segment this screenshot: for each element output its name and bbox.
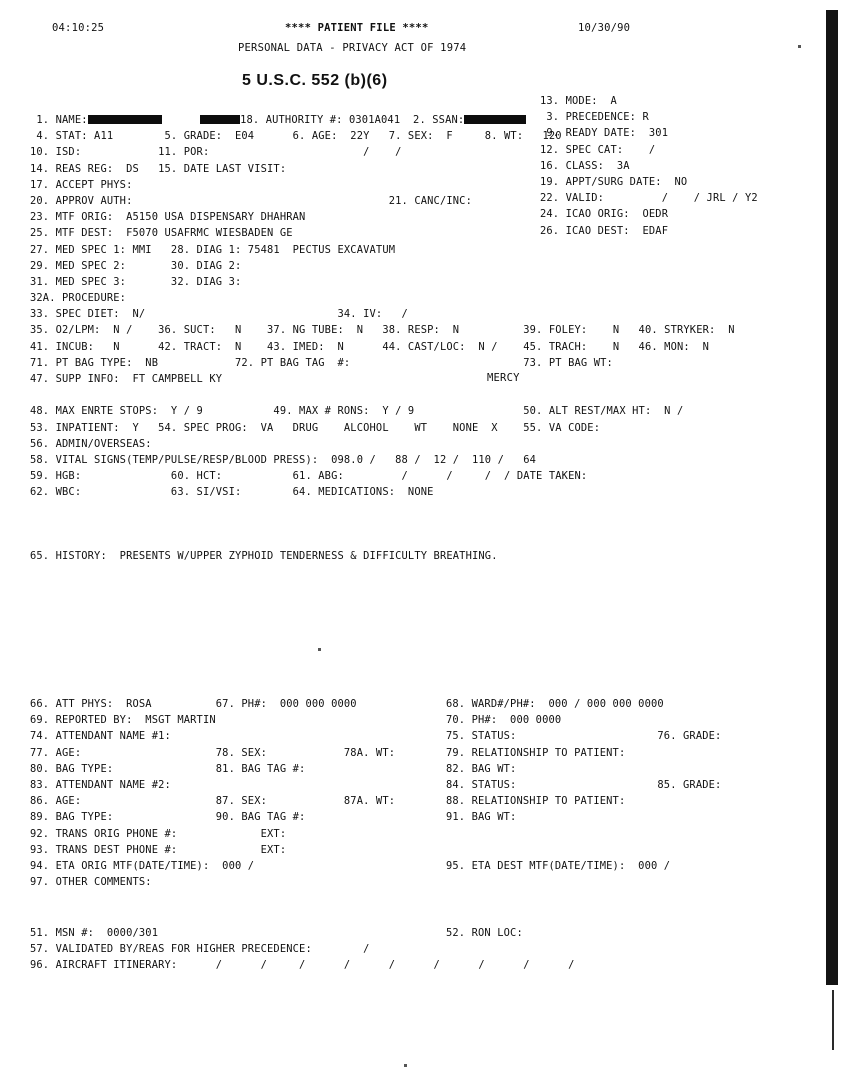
name-middle-redaction: [162, 114, 200, 126]
field-line: 22. VALID: / / JRL / Y2: [540, 192, 758, 205]
attendant-right-column: [446, 696, 721, 874]
field-line: 53. INPATIENT: Y 54. SPEC PROG: VA DRUG ALCOHOL WT NONE X 55. VA CODE:: [30, 421, 601, 434]
field-line: 58. VITAL SIGNS(TEMP/PULSE/RESP/BLOOD PRESS): 098.0 / 88 / 12 / 110 / 64: [30, 453, 537, 466]
redaction-bar-name-2: [200, 115, 240, 124]
field-line: 74. ATTENDANT NAME #1:: [30, 730, 171, 743]
field-line: 75. STATUS: 76. GRADE:: [446, 730, 722, 743]
scan-speck: [404, 1064, 407, 1067]
print-time: 04:10:25: [52, 22, 105, 34]
scan-speck: [798, 45, 801, 48]
field-line: 59. HGB: 60. HCT: 61. ABG: / / / / DATE TAKEN:: [30, 470, 588, 483]
field-line: 33. SPEC DIET: N/ 34. IV: /: [30, 308, 408, 321]
attendant-left-column: [30, 696, 395, 890]
scan-edge-artifact: [826, 10, 838, 985]
field-line: 68. WARD#/PH#: 000 / 000 000 0000: [446, 698, 664, 710]
field-line: 84. STATUS: 85. GRADE:: [446, 778, 722, 791]
scan-speck: [318, 648, 321, 651]
field-line: 27. MED SPEC 1: MMI 28. DIAG 1: 75481 PECTUS EXCAVATUM: [30, 243, 396, 256]
field-line: 88. RELATIONSHIP TO PATIENT:: [446, 795, 626, 808]
field-line: [30, 387, 820, 403]
field-line: 16. CLASS: 3A: [540, 159, 630, 172]
field-line: 91. BAG WT:: [446, 811, 517, 824]
field-line: 62. WBC: 63. SI/VSI: 64. MEDICATIONS: NONE: [30, 486, 434, 499]
field-line: 47. SUPP INFO: FT CAMPBELL KY: [30, 373, 223, 385]
field-line: 89. BAG TYPE: 90. BAG TAG #:: [30, 811, 306, 824]
field-line: 57. VALIDATED BY/REAS FOR HIGHER PRECEDENCE: /: [30, 943, 370, 956]
field-line: 51. MSN #: 0000/301: [30, 927, 159, 939]
field-line: 77. AGE: 78. SEX: 78A. WT:: [30, 746, 396, 759]
field-line: 95. ETA DEST MTF(DATE/TIME): 000 /: [446, 859, 671, 872]
field-line: 14. REAS REG: DS 15. DATE LAST VISIT:: [30, 162, 287, 175]
form-body: [30, 112, 820, 501]
field-line: 71. PT BAG TYPE: NB 72. PT BAG TAG #: 73. PT BAG WT:: [30, 356, 613, 369]
mercy-annotation: MERCY: [487, 372, 520, 384]
mission-right-column: [446, 925, 523, 941]
field-line: 79. RELATIONSHIP TO PATIENT:: [446, 746, 626, 759]
authority-label: 18. AUTHORITY #: 0301A041 2. SSAN:: [240, 114, 465, 126]
field-line: 29. MED SPEC 2: 30. DIAG 2:: [30, 259, 242, 272]
document-title: **** PATIENT FILE ****: [285, 22, 429, 34]
field-line: 25. MTF DEST: F5070 USAFRMC WIESBADEN GE: [30, 227, 293, 240]
redaction-bar-name: [88, 115, 162, 124]
field-line: [446, 842, 721, 858]
field-line: 12. SPEC CAT: /: [540, 143, 656, 156]
field-line: 10. ISD: 11. POR: / /: [30, 146, 402, 159]
field-line: 96. AIRCRAFT ITINERARY: / / / / / / / / /: [30, 959, 575, 972]
field-line: 80. BAG TYPE: 81. BAG TAG #:: [30, 762, 306, 775]
scan-edge-lower-artifact: [832, 990, 834, 1050]
field-line: 4. STAT: A11 5. GRADE: E04 6. AGE: 22Y 7. SEX: F 8. WT: 120: [30, 130, 562, 143]
exemption-stamp: 5 U.S.C. 552 (b)(6): [242, 72, 388, 89]
history-section: [30, 548, 498, 564]
field-line: 17. ACCEPT PHYS:: [30, 178, 133, 191]
field-line: [446, 826, 721, 842]
field-line: 24. ICAO ORIG: OEDR: [540, 208, 669, 221]
field-line: 82. BAG WT:: [446, 762, 517, 775]
field-line: 26. ICAO DEST: EDAF: [540, 224, 669, 237]
field-line: 83. ATTENDANT NAME #2:: [30, 778, 171, 791]
field-line: 31. MED SPEC 3: 32. DIAG 3:: [30, 275, 242, 288]
field-line: 13. MODE: A: [540, 95, 617, 107]
field-line: 56. ADMIN/OVERSEAS:: [30, 437, 152, 450]
name-line: [30, 112, 820, 128]
field-line: 69. REPORTED BY: MSGT MARTIN: [30, 714, 216, 727]
privacy-act-notice: PERSONAL DATA - PRIVACY ACT OF 1974: [238, 42, 467, 54]
field-line: 3. PRECEDENCE: R: [540, 111, 649, 124]
scan-edge-lower-artifact-2: [832, 1002, 834, 1016]
name-label: 1. NAME:: [30, 114, 88, 126]
field-line: 92. TRANS ORIG PHONE #: EXT:: [30, 827, 287, 840]
field-line: 20. APPROV AUTH: 21. CANC/INC:: [30, 194, 472, 207]
field-line: 93. TRANS DEST PHONE #: EXT:: [30, 843, 287, 856]
field-line: 48. MAX ENRTE STOPS: Y / 9 49. MAX # RONS: Y / 9 50. ALT REST/MAX HT: N /: [30, 405, 684, 418]
redaction-bar-ssan: [464, 115, 526, 124]
field-line: 97. OTHER COMMENTS:: [30, 876, 152, 889]
field-line: 70. PH#: 000 0000: [446, 714, 562, 727]
print-date: 10/30/90: [578, 22, 631, 34]
field-line: 66. ATT PHYS: ROSA 67. PH#: 000 000 0000: [30, 698, 357, 710]
field-line: 23. MTF ORIG: A5150 USA DISPENSARY DHAHRAN: [30, 211, 306, 224]
field-line: 94. ETA ORIG MTF(DATE/TIME): 000 /: [30, 859, 255, 872]
field-line: 35. O2/LPM: N / 36. SUCT: N 37. NG TUBE: N 38. RESP: N 39. FOLEY: N 40. STRYKER: N: [30, 324, 735, 337]
field-line: 52. RON LOC:: [446, 927, 523, 939]
field-line: 9. READY DATE: 301: [540, 127, 669, 140]
history-line: 65. HISTORY: PRESENTS W/UPPER ZYPHOID TENDERNESS & DIFFICULTY BREATHING.: [30, 550, 498, 562]
field-line: 32A. PROCEDURE:: [30, 292, 127, 305]
field-line: 19. APPT/SURG DATE: NO: [540, 175, 688, 188]
field-line: 41. INCUB: N 42. TRACT: N 43. IMED: N 44. CAST/LOC: N / 45. TRACH: N 46. MON: N: [30, 340, 710, 353]
field-line: 86. AGE: 87. SEX: 87A. WT:: [30, 795, 396, 808]
